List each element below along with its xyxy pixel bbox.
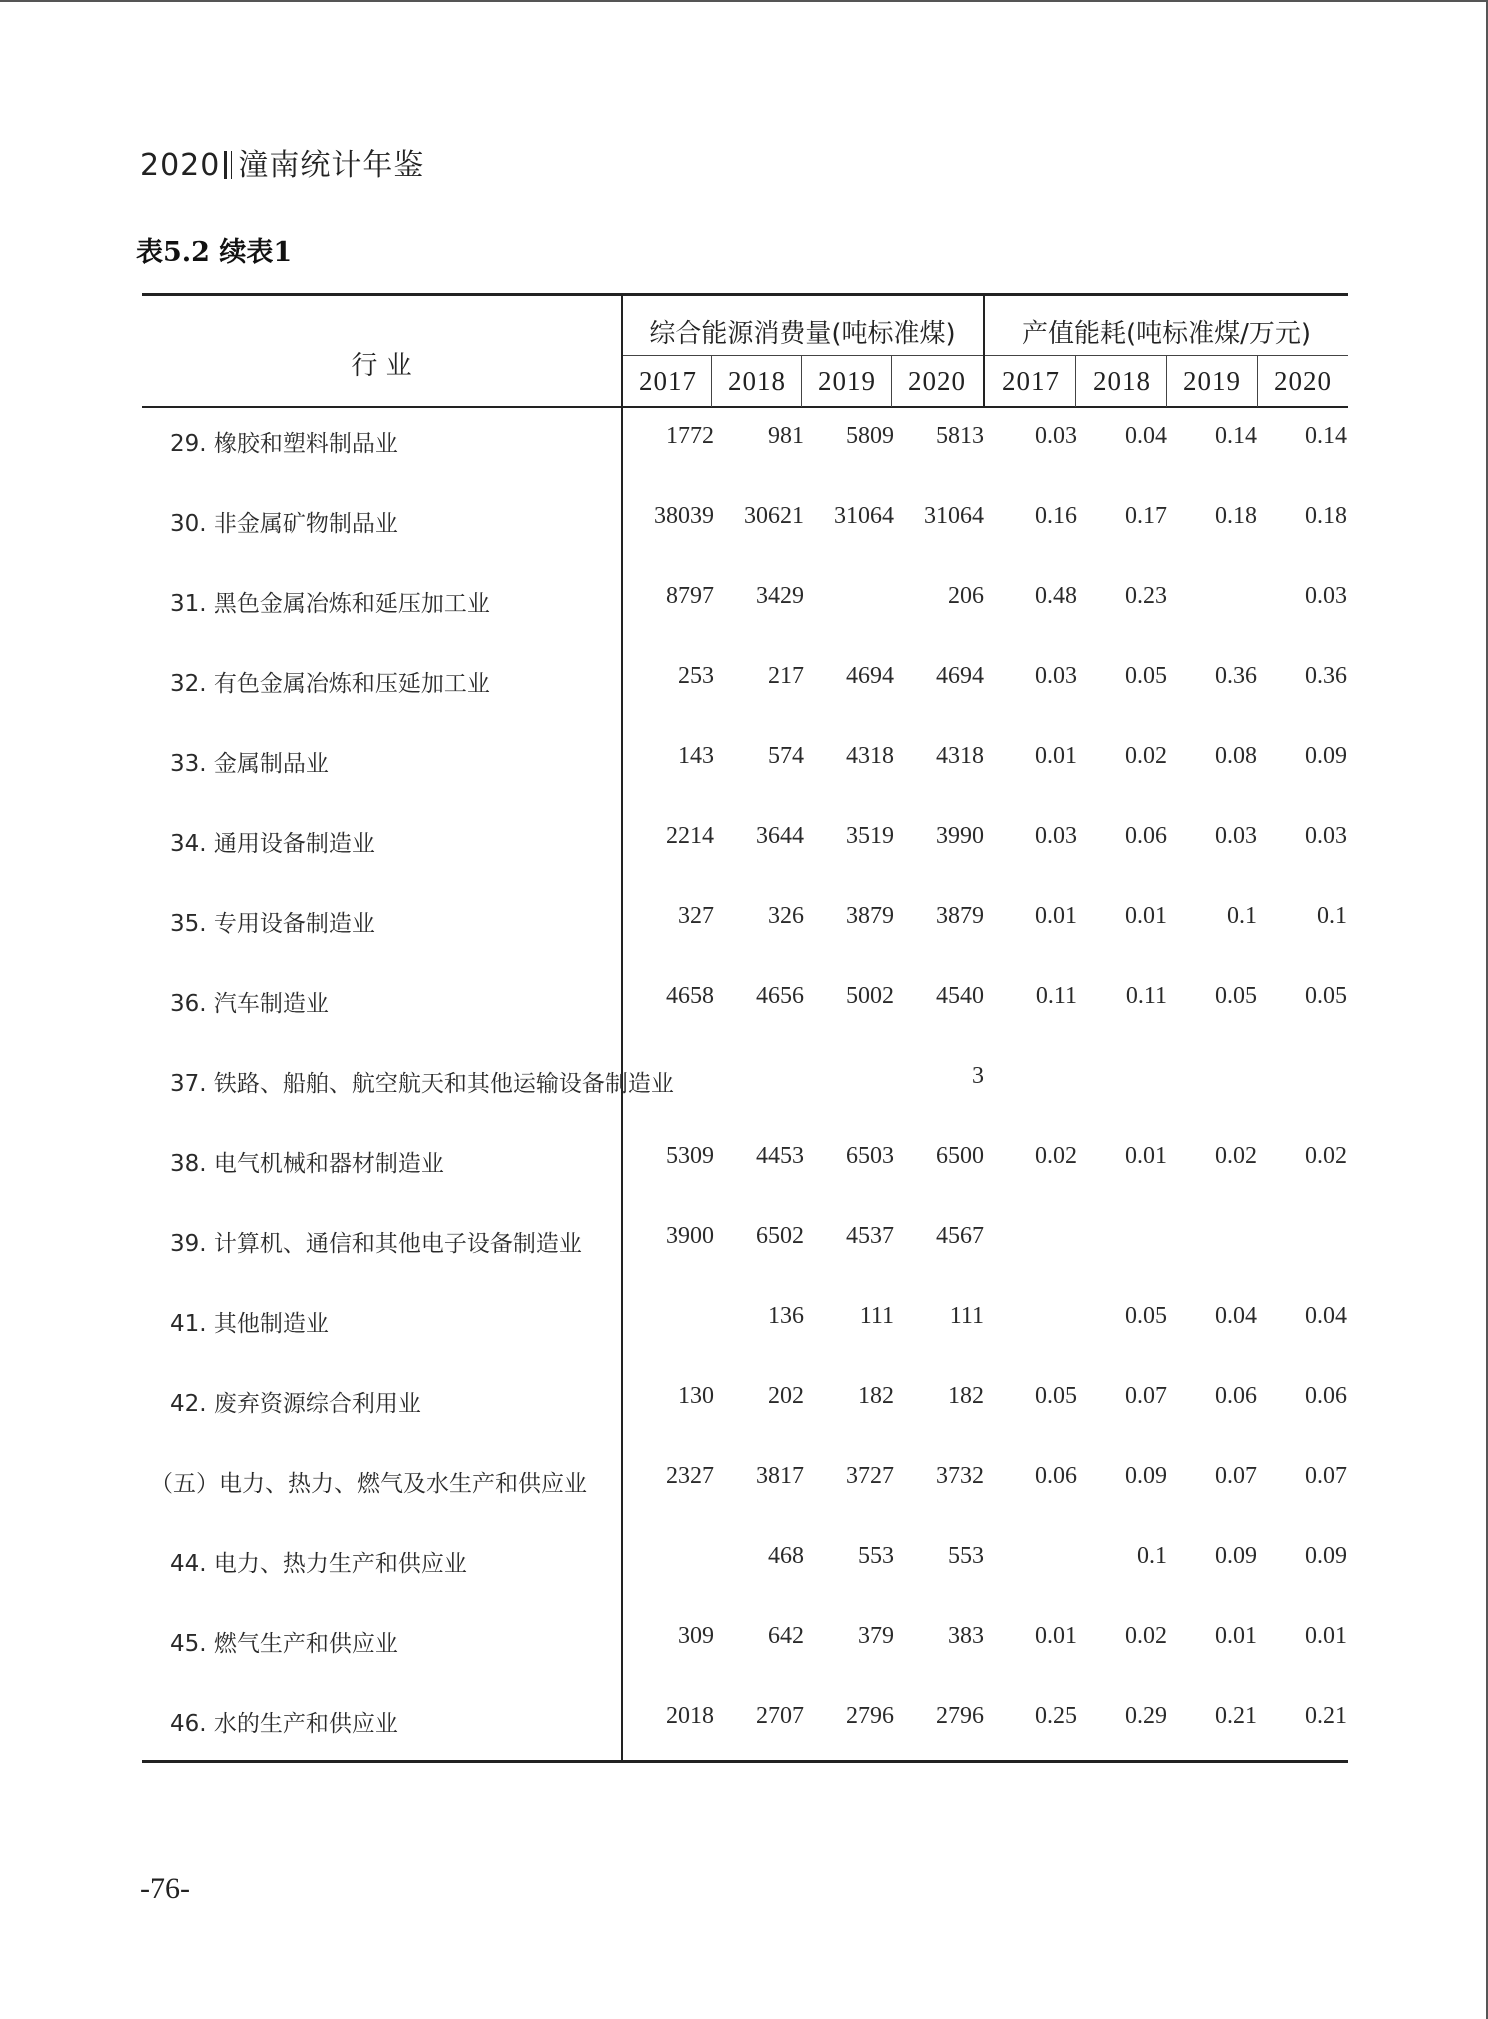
energy-consumption-cell: 182 (858, 1383, 894, 1409)
energy-consumption-cell: 8797 (666, 583, 714, 609)
energy-intensity-cell: 0.05 (1125, 1303, 1167, 1329)
energy-consumption-cell: 3879 (846, 903, 894, 929)
row-label: 36. 汽车制造业 (170, 991, 329, 1017)
energy-consumption-cell: 553 (948, 1543, 984, 1569)
row-label: 41. 其他制造业 (170, 1311, 329, 1337)
energy-intensity-cell: 0.23 (1125, 583, 1167, 609)
energy-consumption-cell: 6503 (846, 1143, 894, 1169)
row-label: 33. 金属制品业 (170, 751, 329, 777)
year-divider (801, 356, 802, 407)
energy-consumption-cell: 143 (678, 743, 714, 769)
energy-intensity-cell: 0.01 (1035, 1623, 1077, 1649)
energy-intensity-cell: 0.06 (1305, 1383, 1347, 1409)
energy-consumption-cell: 3732 (936, 1463, 984, 1489)
energy-intensity-cell: 0.03 (1035, 423, 1077, 449)
energy-intensity-cell: 0.02 (1305, 1143, 1347, 1169)
energy-intensity-cell: 0.36 (1215, 663, 1257, 689)
energy-intensity-cell: 0.14 (1305, 423, 1347, 449)
energy-intensity-cell: 0.09 (1215, 1543, 1257, 1569)
energy-consumption-cell: 3879 (936, 903, 984, 929)
energy-consumption-cell: 5813 (936, 423, 984, 449)
table-top-rule (142, 293, 1348, 296)
energy-consumption-cell: 4540 (936, 983, 984, 1009)
year-divider (1075, 356, 1076, 407)
energy-intensity-cell: 0.03 (1305, 583, 1347, 609)
energy-intensity-cell: 0.16 (1035, 503, 1077, 529)
energy-consumption-cell: 553 (858, 1543, 894, 1569)
energy-consumption-cell: 2707 (756, 1703, 804, 1729)
energy-intensity-cell: 0.07 (1215, 1463, 1257, 1489)
energy-consumption-cell: 6500 (936, 1143, 984, 1169)
year-divider (891, 356, 892, 407)
energy-consumption-cell: 4318 (936, 743, 984, 769)
energy-intensity-cell: 0.05 (1305, 983, 1347, 1009)
energy-consumption-cell: 574 (768, 743, 804, 769)
energy-consumption-cell: 2327 (666, 1463, 714, 1489)
energy-intensity-cell: 0.02 (1035, 1143, 1077, 1169)
year-divider (1257, 356, 1258, 407)
energy-consumption-cell: 5002 (846, 983, 894, 1009)
energy-consumption-cell: 383 (948, 1623, 984, 1649)
energy-intensity-cell: 0.04 (1125, 423, 1167, 449)
energy-intensity-cell: 0.02 (1125, 1623, 1167, 1649)
row-label: 42. 废弃资源综合利用业 (170, 1391, 421, 1417)
year-header: 2019 (818, 366, 876, 396)
energy-intensity-cell: 0.03 (1215, 823, 1257, 849)
energy-consumption-cell: 253 (678, 663, 714, 689)
row-label: 30. 非金属矿物制品业 (170, 511, 398, 537)
energy-consumption-cell: 3727 (846, 1463, 894, 1489)
energy-consumption-cell: 111 (859, 1303, 894, 1329)
row-label: 37. 铁路、船舶、航空航天和其他运输设备制造业 (170, 1071, 674, 1097)
year-header: 2017 (639, 366, 697, 396)
energy-intensity-cell: 0.02 (1215, 1143, 1257, 1169)
energy-intensity-cell: 0.01 (1035, 903, 1077, 929)
energy-intensity-cell: 0.48 (1035, 583, 1077, 609)
year-header: 2017 (1002, 366, 1060, 396)
energy-intensity-cell: 0.05 (1035, 1383, 1077, 1409)
energy-intensity-cell: 0.21 (1215, 1703, 1257, 1729)
energy-intensity-cell: 0.03 (1035, 663, 1077, 689)
energy-consumption-cell: 4453 (756, 1143, 804, 1169)
row-label: （五）电力、热力、燃气及水生产和供应业 (150, 1471, 587, 1497)
row-label: 38. 电气机械和器材制造业 (170, 1151, 444, 1177)
energy-intensity-cell: 0.25 (1035, 1703, 1077, 1729)
running-head-title: 潼南统计年鉴 (238, 148, 425, 183)
energy-intensity-cell: 0.09 (1125, 1463, 1167, 1489)
energy-intensity-cell: 0.03 (1035, 823, 1077, 849)
energy-consumption-cell: 136 (768, 1303, 804, 1329)
row-label: 44. 电力、热力生产和供应业 (170, 1551, 467, 1577)
header-group-rule (622, 355, 1348, 356)
energy-intensity-cell: 0.03 (1305, 823, 1347, 849)
energy-intensity-cell: 0.17 (1125, 503, 1167, 529)
energy-consumption-cell: 4537 (846, 1223, 894, 1249)
row-label: 29. 橡胶和塑料制品业 (170, 431, 398, 457)
energy-consumption-cell: 2796 (846, 1703, 894, 1729)
year-header: 2020 (1274, 366, 1332, 396)
energy-consumption-cell: 3519 (846, 823, 894, 849)
row-label: 46. 水的生产和供应业 (170, 1711, 398, 1737)
energy-consumption-cell: 3817 (756, 1463, 804, 1489)
running-head-year: 2020 (140, 148, 221, 183)
energy-consumption-cell: 4567 (936, 1223, 984, 1249)
energy-intensity-cell: 0.04 (1215, 1303, 1257, 1329)
energy-intensity-cell: 0.11 (1035, 983, 1077, 1009)
energy-consumption-cell: 642 (768, 1623, 804, 1649)
table-bottom-rule (142, 1760, 1348, 1763)
page-number: -76- (140, 1872, 190, 1905)
energy-intensity-cell: 0.18 (1215, 503, 1257, 529)
energy-consumption-cell: 2214 (666, 823, 714, 849)
year-divider (1166, 356, 1167, 407)
group-divider (983, 295, 985, 407)
energy-intensity-cell: 0.11 (1125, 983, 1167, 1009)
energy-intensity-cell: 0.02 (1125, 743, 1167, 769)
row-label: 31. 黑色金属冶炼和延压加工业 (170, 591, 490, 617)
energy-consumption-cell: 3900 (666, 1223, 714, 1249)
energy-intensity-cell: 0.01 (1035, 743, 1077, 769)
energy-consumption-cell: 4694 (936, 663, 984, 689)
energy-consumption-cell: 202 (768, 1383, 804, 1409)
energy-intensity-cell: 0.06 (1125, 823, 1167, 849)
row-label: 35. 专用设备制造业 (170, 911, 375, 937)
energy-intensity-cell: 0.05 (1125, 663, 1167, 689)
energy-consumption-cell: 3 (972, 1063, 984, 1089)
energy-intensity-cell: 0.04 (1305, 1303, 1347, 1329)
energy-intensity-cell: 0.05 (1215, 983, 1257, 1009)
energy-intensity-cell: 0.07 (1125, 1383, 1167, 1409)
energy-intensity-cell: 0.06 (1215, 1383, 1257, 1409)
energy-consumption-cell: 5809 (846, 423, 894, 449)
energy-intensity-cell: 0.01 (1125, 903, 1167, 929)
energy-intensity-cell: 0.14 (1215, 423, 1257, 449)
energy-consumption-cell: 4694 (846, 663, 894, 689)
energy-consumption-cell: 3990 (936, 823, 984, 849)
energy-intensity-cell: 0.09 (1305, 1543, 1347, 1569)
energy-consumption-cell: 2018 (666, 1703, 714, 1729)
energy-consumption-cell: 5309 (666, 1143, 714, 1169)
running-head (140, 140, 424, 184)
energy-intensity-cell: 0.01 (1215, 1623, 1257, 1649)
energy-consumption-cell: 217 (768, 663, 804, 689)
energy-consumption-cell: 4318 (846, 743, 894, 769)
energy-consumption-cell: 981 (768, 423, 804, 449)
energy-consumption-cell: 379 (858, 1623, 894, 1649)
table-title: 表5.2 续表1 (136, 237, 293, 268)
page-border (0, 0, 1488, 2)
energy-intensity-cell: 0.01 (1305, 1623, 1347, 1649)
year-header: 2018 (728, 366, 786, 396)
label-column-divider (621, 295, 623, 1761)
row-label: 39. 计算机、通信和其他电子设备制造业 (170, 1231, 582, 1257)
year-header: 2018 (1093, 366, 1151, 396)
energy-consumption-cell: 206 (948, 583, 984, 609)
energy-intensity-cell: 0.1 (1227, 903, 1257, 929)
energy-intensity-cell: 0.09 (1305, 743, 1347, 769)
energy-intensity-cell: 0.07 (1305, 1463, 1347, 1489)
energy-consumption-cell: 327 (678, 903, 714, 929)
energy-intensity-cell: 0.1 (1137, 1543, 1167, 1569)
energy-consumption-cell: 3644 (756, 823, 804, 849)
energy-intensity-cell: 0.36 (1305, 663, 1347, 689)
running-head-separator (224, 151, 232, 179)
energy-consumption-cell: 30621 (744, 503, 804, 529)
energy-intensity-cell: 0.1 (1317, 903, 1347, 929)
energy-consumption-cell: 6502 (756, 1223, 804, 1249)
energy-consumption-cell: 2796 (936, 1703, 984, 1729)
energy-intensity-cell: 0.18 (1305, 503, 1347, 529)
energy-consumption-cell: 4656 (756, 983, 804, 1009)
energy-intensity-cell: 0.21 (1305, 1703, 1347, 1729)
row-label: 45. 燃气生产和供应业 (170, 1631, 398, 1657)
energy-consumption-cell: 326 (768, 903, 804, 929)
energy-intensity-cell: 0.29 (1125, 1703, 1167, 1729)
energy-consumption-cell: 111 (949, 1303, 984, 1329)
energy-intensity-cell: 0.01 (1125, 1143, 1167, 1169)
energy-consumption-cell: 3429 (756, 583, 804, 609)
year-header: 2020 (908, 366, 966, 396)
energy-consumption-cell: 31064 (924, 503, 984, 529)
energy-consumption-cell: 130 (678, 1383, 714, 1409)
row-label: 32. 有色金属冶炼和压延加工业 (170, 671, 490, 697)
year-header: 2019 (1183, 366, 1241, 396)
energy-consumption-cell: 38039 (654, 503, 714, 529)
energy-consumption-cell: 31064 (834, 503, 894, 529)
energy-consumption-cell: 468 (768, 1543, 804, 1569)
energy-consumption-cell: 182 (948, 1383, 984, 1409)
energy-consumption-cell: 309 (678, 1623, 714, 1649)
energy-intensity-cell: 0.06 (1035, 1463, 1077, 1489)
energy-consumption-cell: 1772 (666, 423, 714, 449)
energy-intensity-header: 产值能耗(吨标准煤/万元) (1021, 319, 1312, 349)
industry-header: 行 业 (351, 351, 412, 381)
row-label: 34. 通用设备制造业 (170, 831, 375, 857)
energy-consumption-header: 综合能源消费量(吨标准煤) (649, 319, 956, 349)
header-bottom-rule (142, 406, 1348, 408)
energy-intensity-cell: 0.08 (1215, 743, 1257, 769)
energy-consumption-cell: 4658 (666, 983, 714, 1009)
